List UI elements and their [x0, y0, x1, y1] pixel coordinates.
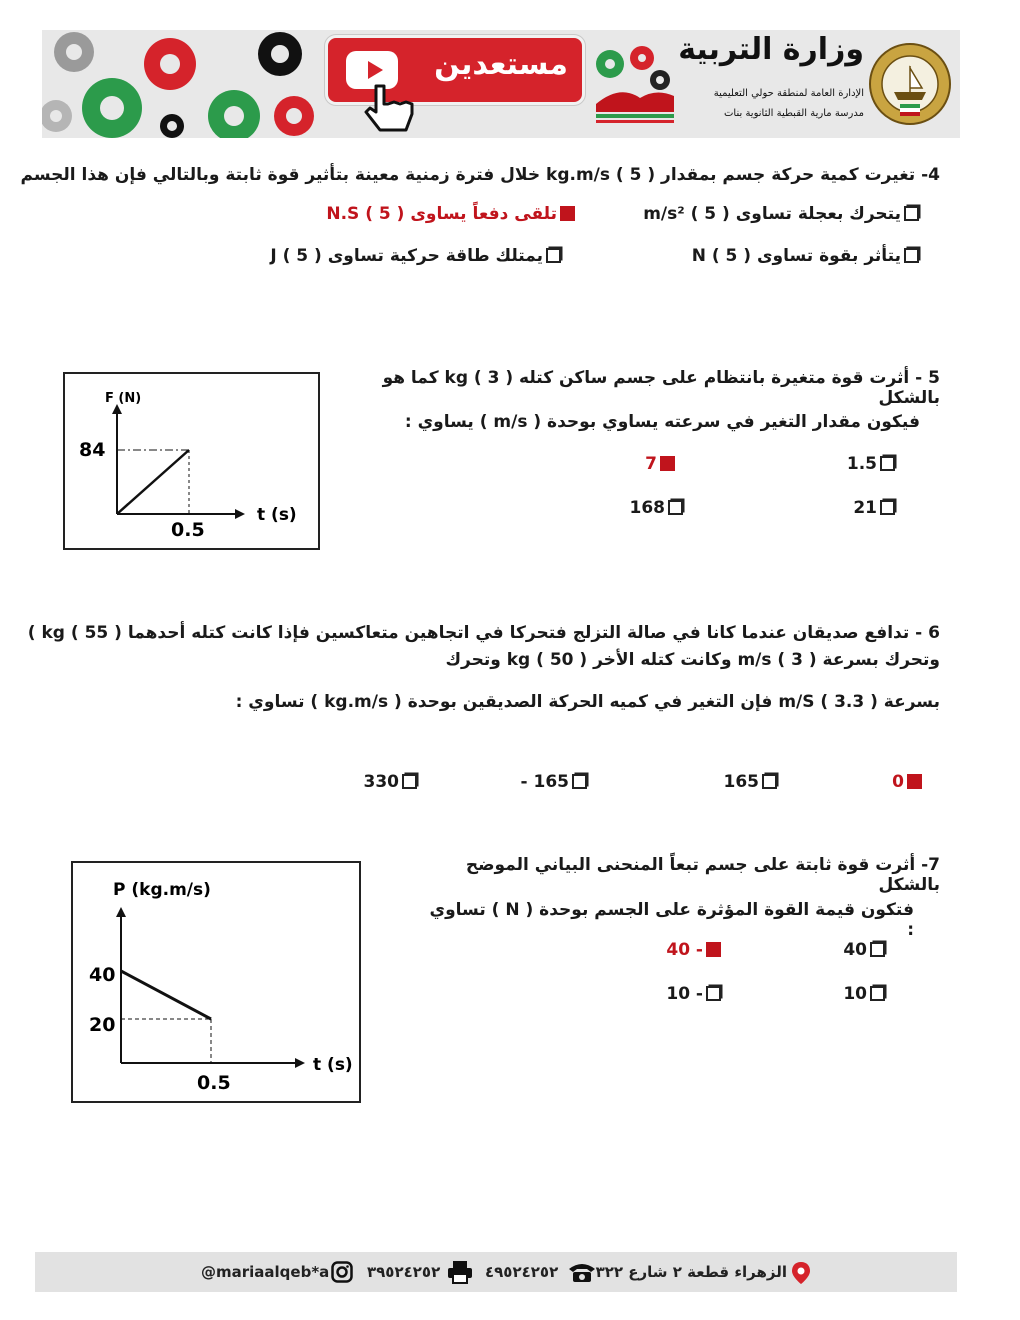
q7-option-1-label: 40: [843, 940, 867, 960]
q5-y-label: F (N): [105, 391, 142, 406]
q7-option-2[interactable]: [666, 940, 724, 960]
telephone-icon: [567, 1261, 597, 1283]
q5-option-4-checkbox-icon[interactable]: [668, 500, 683, 515]
q4-option-3-label: يتأثر بقوة تساوى N ( 5 ): [691, 246, 901, 266]
q4-option-4-checkbox-icon[interactable]: [546, 248, 561, 263]
q4-option-2-label: تلقى دفعاً يساوى N.S ( 5 ): [326, 204, 557, 224]
q5-option-4[interactable]: [630, 498, 687, 518]
location-pin-icon: [791, 1261, 811, 1285]
q5-option-3-label: 21: [853, 498, 877, 518]
question-4-text: 4- تغيرت كمية حركة جسم بمقدار kg.m/s ( 5 ) خلال فترة زمنية معينة بتأثير قوة ثابتة وبالتالي فإن هذا الجسم: [20, 165, 940, 185]
q6-option-1-label: 0: [892, 772, 904, 792]
q5-y-value: 84: [79, 439, 106, 461]
q4-option-2[interactable]: [326, 204, 578, 224]
printer-icon: [447, 1260, 473, 1284]
footer-contact-bar: [35, 1252, 957, 1292]
q4-option-4-label: يمتلك طاقة حركية تساوى J ( 5 ): [270, 246, 543, 266]
q5-x-label: t (s): [257, 505, 297, 525]
q5-option-3-checkbox-icon[interactable]: [880, 500, 895, 515]
q5-force-line: [117, 450, 189, 514]
instagram-icon: [331, 1261, 353, 1283]
q6-option-4-checkbox-icon[interactable]: [402, 774, 417, 789]
q5-option-4-label: 168: [629, 498, 665, 518]
q5-option-1-checkbox-icon[interactable]: [880, 456, 895, 471]
q7-x-axis-arrow-icon: [295, 1058, 305, 1068]
q5-option-1[interactable]: [847, 454, 898, 474]
q7-y-low-value: 20: [89, 1014, 116, 1036]
q6-option-3-label: 165 -: [520, 772, 569, 792]
ministry-subtitle: الإدارة العامة لمنطقة حولي التعليمية: [713, 88, 864, 99]
q6-option-1-checked-icon[interactable]: [907, 774, 922, 789]
q7-option-3-checkbox-icon[interactable]: [870, 986, 885, 1001]
q6-option-4-label: 330: [363, 772, 399, 792]
kuwait-emblem-icon: [864, 36, 956, 132]
q7-option-3-label: 10: [843, 984, 867, 1004]
q7-x-label: t (s): [313, 1055, 353, 1075]
q6-option-2-checkbox-icon[interactable]: [762, 774, 777, 789]
q7-momentum-line: [121, 971, 211, 1019]
gears-decoration-icon: [42, 30, 314, 138]
q5-option-2-checked-icon[interactable]: [660, 456, 675, 471]
q5-option-3[interactable]: [853, 498, 898, 518]
q7-option-2-label: 40 -: [666, 940, 703, 960]
q6-option-4[interactable]: [364, 772, 421, 792]
q4-option-1-label: يتحرك بعجلة تساوى m/s² ( 5 ): [643, 204, 901, 224]
q6-option-3-checkbox-icon[interactable]: [572, 774, 587, 789]
q6-option-2-label: 165: [723, 772, 759, 792]
q5-graph-canvas: [65, 374, 318, 548]
q7-option-1[interactable]: [843, 940, 888, 960]
header-banner: [42, 30, 960, 138]
school-name: مدرسة مارية القبطية الثانوية بنات: [724, 108, 864, 119]
q7-option-1-checkbox-icon[interactable]: [870, 942, 885, 957]
q7-option-4-label: 10 -: [666, 984, 703, 1004]
q7-y-axis-arrow-icon: [116, 907, 126, 917]
q7-graph-canvas: [73, 863, 359, 1101]
q7-y-high-value: 40: [89, 964, 116, 986]
q7-option-4[interactable]: [666, 984, 724, 1004]
q5-option-2-label: 7: [645, 454, 657, 474]
q4-option-3[interactable]: [692, 246, 922, 266]
q5-x-value: 0.5: [171, 519, 205, 541]
q4-option-1[interactable]: [643, 204, 922, 224]
question-5-text: 5 - أثرت قوة متغيرة بانتظام على جسم ساكن كتله kg ( 3 ) كما هو بالشكل: [382, 368, 940, 408]
q4-option-1-checkbox-icon[interactable]: [904, 206, 919, 221]
question-6-text-line3: بسرعة m/S ( 3.3 ) فإن التغير في كميه الحركة الصديقين بوحدة ( kg.m/s ) تساوي :: [235, 692, 940, 712]
question-6-text-line2: وتحرك بسرعة m/s ( 3 ) وكانت كتله الأخر kg ( 50 ) وتحرك: [445, 650, 940, 670]
q5-force-time-graph: [63, 372, 320, 550]
footer-instagram-handle[interactable]: @mariaalqeb*a: [201, 1263, 330, 1281]
channel-label: مستعدين: [434, 47, 568, 82]
q6-option-2[interactable]: [724, 772, 781, 792]
q5-option-1-label: 1.5: [846, 454, 877, 474]
q5-x-axis-arrow-icon: [235, 509, 245, 519]
q7-option-2-checked-icon[interactable]: [706, 942, 721, 957]
q7-momentum-time-graph: [71, 861, 361, 1103]
q4-option-4[interactable]: [270, 246, 564, 266]
footer-fax: ٣٩٥٢٤٢٥٢: [367, 1263, 441, 1281]
q7-y-label: P (kg.m/s): [113, 880, 211, 900]
pointer-hand-icon: [362, 82, 422, 134]
footer-phone: ٤٩٥٢٤٢٥٢: [485, 1263, 559, 1281]
ministry-title: وزارة التربية: [678, 32, 864, 67]
q7-option-3[interactable]: [843, 984, 888, 1004]
q5-option-2[interactable]: [645, 454, 678, 474]
question-7-subtext: فتكون قيمة القوة المؤثرة على الجسم بوحدة ( N ) تساوي :: [429, 900, 914, 940]
question-5-subtext: فيكون مقدار التغير في سرعته يساوي بوحدة ( m/s ) يساوي :: [404, 412, 920, 432]
q4-option-3-checkbox-icon[interactable]: [904, 248, 919, 263]
q6-option-3[interactable]: [521, 772, 590, 792]
q4-option-2-checked-icon[interactable]: [560, 206, 575, 221]
q7-option-4-checkbox-icon[interactable]: [706, 986, 721, 1001]
footer-address: الزهراء قطعة ٢ شارع ٣٢٢: [595, 1263, 787, 1281]
q7-x-value: 0.5: [197, 1072, 231, 1094]
q6-option-1[interactable]: [892, 772, 925, 792]
question-7-text: 7- أثرت قوة ثابتة على جسم تبعاً المنحنى البياني الموضح بالشكل: [465, 855, 940, 895]
question-6-text: 6 - تدافع صديقان عندما كانا في صالة التزلج فتحركا في اتجاهين متعاكسين فإذا كانت كتله أحدهما kg ( 55 ) ): [27, 623, 940, 643]
